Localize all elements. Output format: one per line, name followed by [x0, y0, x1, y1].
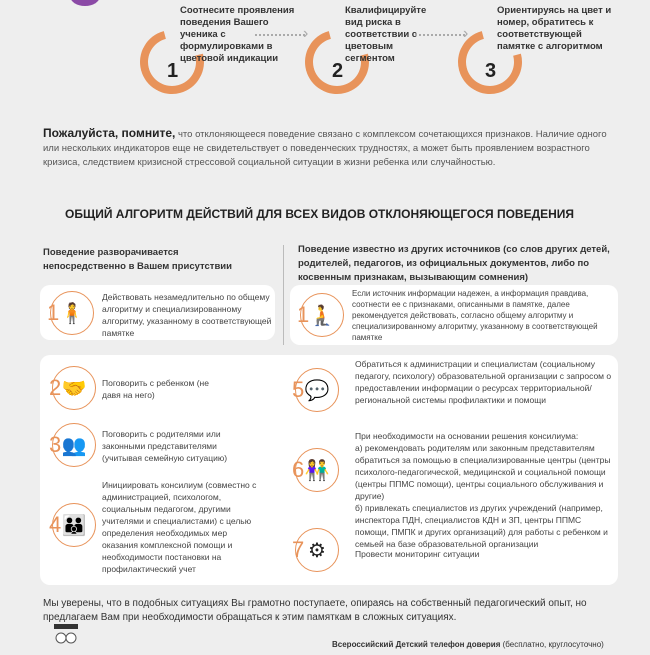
closing-paragraph: Мы уверены, что в подобных ситуациях Вы грамотно поступаете, опираясь на собственный педагогический опыт, но предлагаем Вам при необходимости обращаться к этим памяткам в сложных ситуациях. — [43, 598, 587, 623]
item-text: Поговорить с родителями или законными представителями (учитывая семейную ситуацию) — [102, 429, 228, 463]
reminder-paragraph — [43, 126, 613, 170]
talk-parents-icon: 👥 3 — [52, 423, 96, 467]
item-text: Провести мониторинг ситуации — [355, 549, 480, 559]
item-text: Инициировать консилиум (совместно с администрацией, психологом, социальным педагогом, другими учителями и специалистами) с целью определения необходимых мер оказания комплексной помощи и необходимости постановки на профилактический учет — [102, 480, 257, 574]
sitting-person-icon: 🧎 1 — [300, 293, 344, 337]
item-option-a: а) рекомендовать родителям или законным представителям обратиться за помощью в специализированные центры (центры психолого-педагогической, медицинской и социальной помощи (центры ППМС помощи), центры социального обслуживания и другие) — [355, 443, 611, 501]
item-text: Поговорить с ребенком (не давя на него) — [102, 378, 209, 400]
family-icon: 👫 6 — [295, 448, 339, 492]
item-intro: При необходимости на основании решения консилиума: — [355, 431, 579, 441]
helpline-text: Всероссийский Детский телефон доверия (бесплатно, круглосуточно) — [332, 640, 604, 649]
chevron-right-icon: › — [303, 25, 309, 42]
column-divider — [283, 245, 284, 345]
dotted-arrow — [255, 34, 305, 36]
item-text-consilium — [355, 430, 617, 550]
left-box — [40, 285, 275, 340]
actions-box — [40, 355, 618, 585]
reminder-lead: Пожалуйста, помните, — [43, 126, 176, 140]
left-column-heading: Поведение разворачивается непосредственно в Вашем присутствии — [43, 247, 232, 272]
owl-mascot-icon — [50, 622, 82, 650]
step-text: Ориентируясь на цвет и номер, обратитесь к соответствующей памятке с алгоритмом — [497, 5, 612, 52]
talk-child-icon: 🤝 2 — [52, 366, 96, 410]
step-text: Квалифицируйте вид риска в соответствии с цветовым сегментом — [345, 5, 427, 64]
step-number: 2 — [332, 60, 344, 82]
reminder-text: что отклоняющееся поведение связано с комплексом сочетающихся признаков. Наличие одного или нескольких индикаторов еще не свидетельствует о поведенческих трудностях, а может быть проявлением возрастного кризиса, следствием кризисной стрессовой социальной ситуации в жизни ребенка или случайностью. — [43, 129, 607, 168]
item-option-b: б) привлекать специалистов из других учреждений (например, инспектора ПДН, специалистов КДН и ЗП, центры ППМС помощи, ПМПК и других организаций) для работы с ребенком и семьей на базе образовательной организации — [355, 503, 608, 549]
step-number: 3 — [485, 60, 497, 82]
section-title: ОБЩИЙ АЛГОРИТМ ДЕЙСТВИЙ ДЛЯ ВСЕХ ВИДОВ ОТКЛОНЯЮЩЕГОСЯ ПОВЕДЕНИЯ — [65, 207, 575, 221]
step-number: 1 — [167, 60, 179, 82]
council-icon: 👪 4 — [52, 503, 96, 547]
right-column-heading: Поведение известно из других источников (со слов других детей, родителей, педагогов, из официальных документов, либо по косвенным признакам, вызывающим сомнения) — [298, 244, 610, 283]
dotted-arrow — [415, 34, 465, 36]
standing-person-icon: 🧍 1 — [50, 291, 94, 335]
right-box-text: Если источник информации надежен, а информация правдива, соотнести ее с признаками, описанными в памятке, далее рекомендуется действовать, согласно общему алгоритму и специализированному алгоритму, указанному в соответствующей памятке — [352, 289, 598, 342]
chevron-right-icon: › — [463, 25, 469, 42]
left-box-text: Действовать незамедлительно по общему алгоритму и специализированному алгоритму, указанному в соответствующей памятке — [102, 292, 272, 338]
right-box — [290, 285, 618, 345]
monitoring-gears-icon: ⚙ 7 — [295, 528, 339, 572]
item-text: Обратиться к администрации и специалистам (социальному педагогу, психологу) образовательной организации с запросом о предоставлении информации о ресурсах территориальной/региональной системы профилактики и помощи — [355, 359, 612, 405]
chat-icon: 💬 5 — [295, 368, 339, 412]
step-text: Соотнесите проявления поведения Вашего ученика с формулировками в цветовой индикации — [180, 5, 295, 64]
logo-blob — [70, 0, 100, 6]
